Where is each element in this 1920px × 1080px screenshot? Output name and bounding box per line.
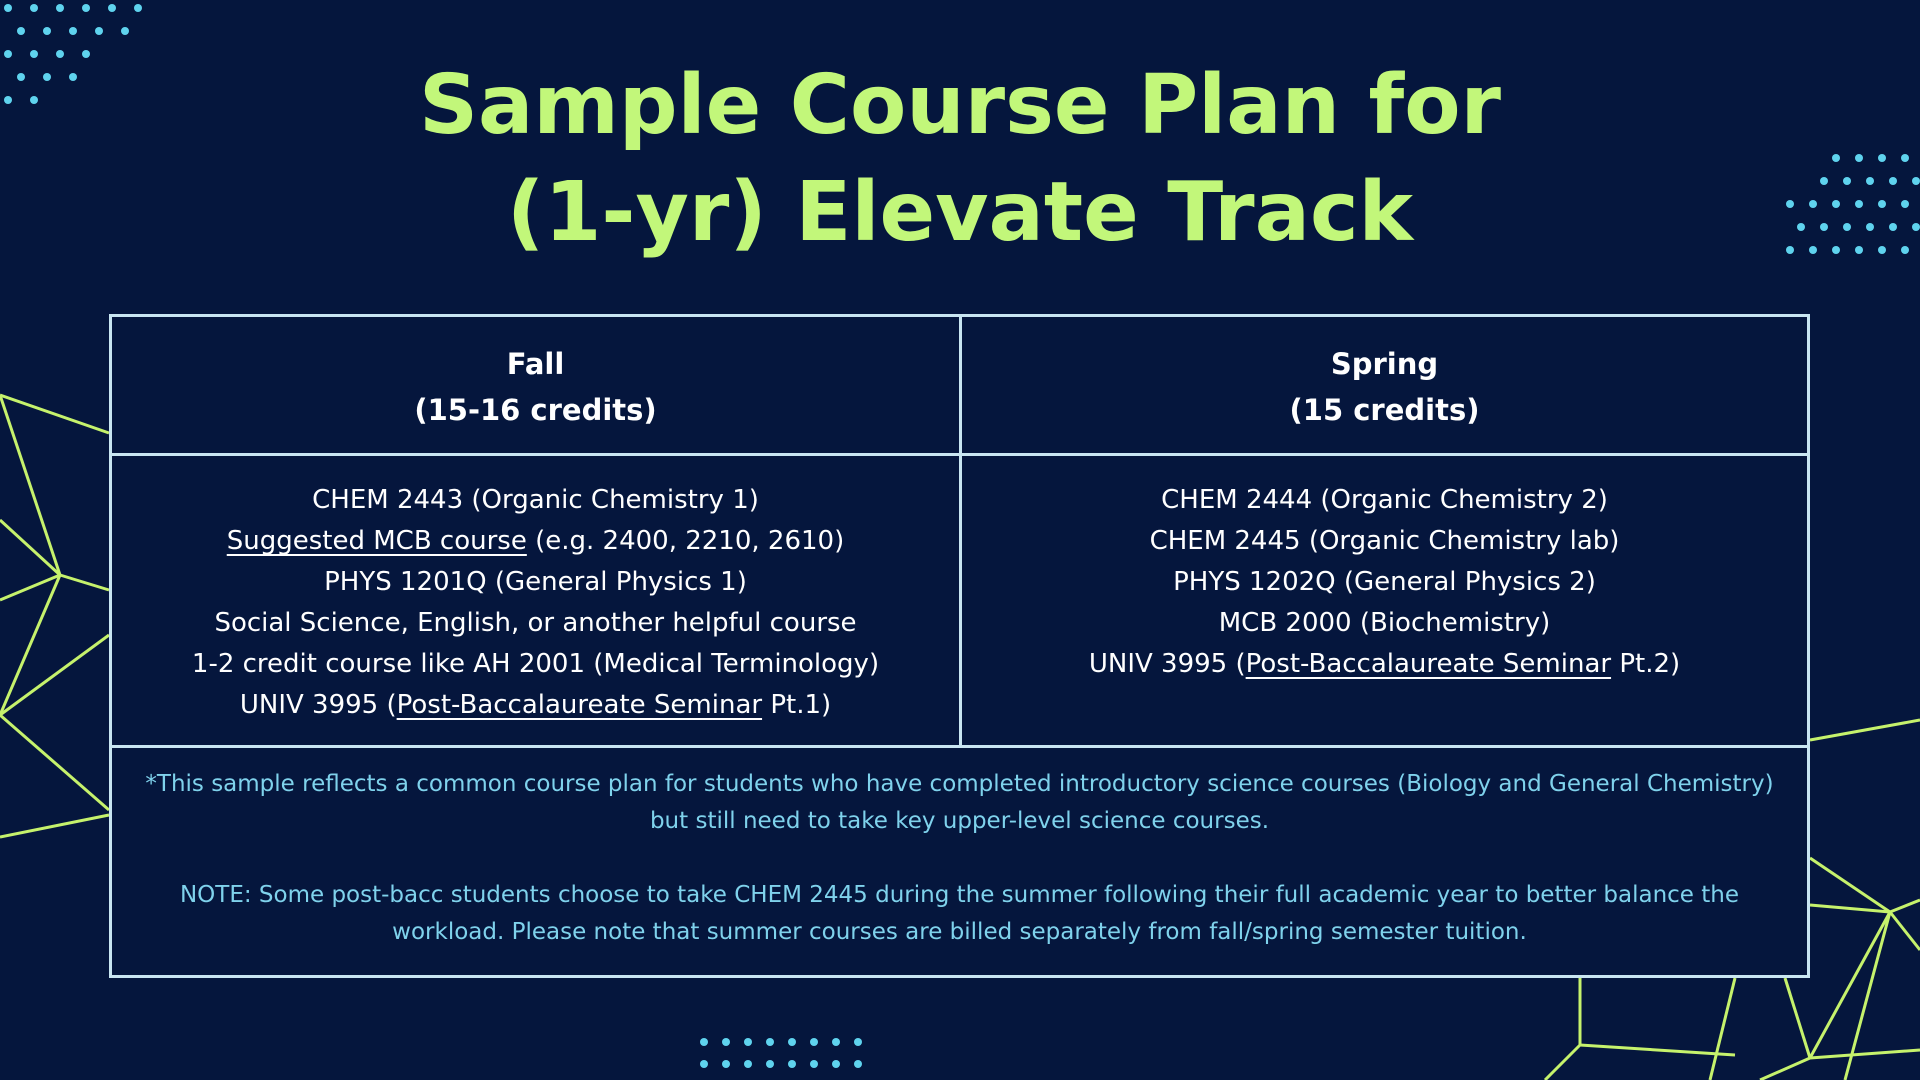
fall-courses-cell	[112, 456, 962, 745]
decorative-dot	[766, 1060, 774, 1068]
decorative-dot	[700, 1060, 708, 1068]
decorative-dot	[82, 4, 90, 12]
spring-course-item: CHEM 2445 (Organic Chemistry lab)	[1149, 526, 1620, 556]
decorative-dot	[17, 27, 25, 35]
fall-course-text: Pt.1)	[762, 690, 832, 720]
spring-course-item	[962, 644, 1807, 685]
fall-course-text: (e.g. 2400, 2210, 2610)	[526, 526, 845, 556]
decorative-dot	[121, 27, 129, 35]
decorative-dot	[4, 4, 12, 12]
title-line-2: (1-yr) Elevate Track	[506, 165, 1414, 260]
summer-note: NOTE: Some post-bacc students choose to take CHEM 2445 during the summer following their full academic year to better balance the workload. Please note that summer courses are billed separately from fall/spring semester tuition.	[179, 882, 1740, 945]
decorative-dot	[788, 1060, 796, 1068]
network-lines-left	[0, 395, 109, 837]
seminar-link-pt2[interactable]: Post-Baccalaureate Seminar	[1245, 649, 1612, 679]
decorative-dot	[810, 1060, 818, 1068]
fall-course-item	[112, 685, 959, 726]
table-notes-row	[112, 748, 1807, 978]
decorative-dot	[43, 27, 51, 35]
fall-course-item: 1-2 credit course like AH 2001 (Medical Terminology)	[191, 649, 880, 679]
decorative-dot	[854, 1060, 862, 1068]
decorative-dot	[854, 1038, 862, 1046]
spring-heading: Spring	[1330, 347, 1439, 381]
decorative-dot	[134, 4, 142, 12]
decorative-dot	[722, 1060, 730, 1068]
fall-course-item	[112, 521, 959, 562]
fall-credits: (15-16 credits)	[414, 393, 657, 427]
course-plan-table	[109, 314, 1810, 978]
spring-course-item: PHYS 1202Q (General Physics 2)	[1173, 567, 1596, 597]
spring-course-item: MCB 2000 (Biochemistry)	[1218, 608, 1551, 638]
title-line-1: Sample Course Plan for	[418, 58, 1501, 153]
decorative-dot	[722, 1038, 730, 1046]
decorative-dot	[832, 1060, 840, 1068]
page-title	[0, 52, 1920, 266]
notes-cell	[112, 748, 1807, 951]
decorative-dot	[700, 1038, 708, 1046]
suggested-mcb-course-link[interactable]: Suggested MCB course	[226, 526, 527, 556]
fall-course-text: UNIV 3995 (	[239, 690, 397, 720]
fall-course-item: CHEM 2443 (Organic Chemistry 1)	[312, 485, 759, 515]
spring-course-item: CHEM 2444 (Organic Chemistry 2)	[1161, 485, 1608, 515]
spring-header-cell	[962, 317, 1807, 453]
spring-course-text: Pt.2)	[1611, 649, 1681, 679]
table-header-row	[112, 317, 1807, 456]
spring-courses-cell	[962, 456, 1807, 745]
fall-course-item: Social Science, English, or another helpful course	[214, 608, 857, 638]
decorative-dot	[810, 1038, 818, 1046]
sample-footnote: *This sample reflects a common course plan for students who have completed introductory science courses (Biology and General Chemistry) but still need to take key upper-level science courses.	[145, 771, 1774, 834]
decorative-dot	[832, 1038, 840, 1046]
fall-course-item: PHYS 1201Q (General Physics 1)	[324, 567, 747, 597]
fall-heading: Fall	[506, 347, 565, 381]
decorative-dot	[95, 27, 103, 35]
decorative-dot	[744, 1060, 752, 1068]
decorative-dot	[108, 4, 116, 12]
decorative-dot	[56, 4, 64, 12]
decorative-dot	[744, 1038, 752, 1046]
spring-course-text: UNIV 3995 (	[1088, 649, 1246, 679]
dot-pattern-bottom	[700, 1038, 862, 1068]
seminar-link-pt1[interactable]: Post-Baccalaureate Seminar	[396, 690, 763, 720]
table-courses-row	[112, 456, 1807, 748]
decorative-dot	[69, 27, 77, 35]
decorative-dot	[766, 1038, 774, 1046]
decorative-dot	[30, 4, 38, 12]
decorative-dot	[788, 1038, 796, 1046]
spring-credits: (15 credits)	[1289, 393, 1480, 427]
fall-header-cell	[112, 317, 962, 453]
